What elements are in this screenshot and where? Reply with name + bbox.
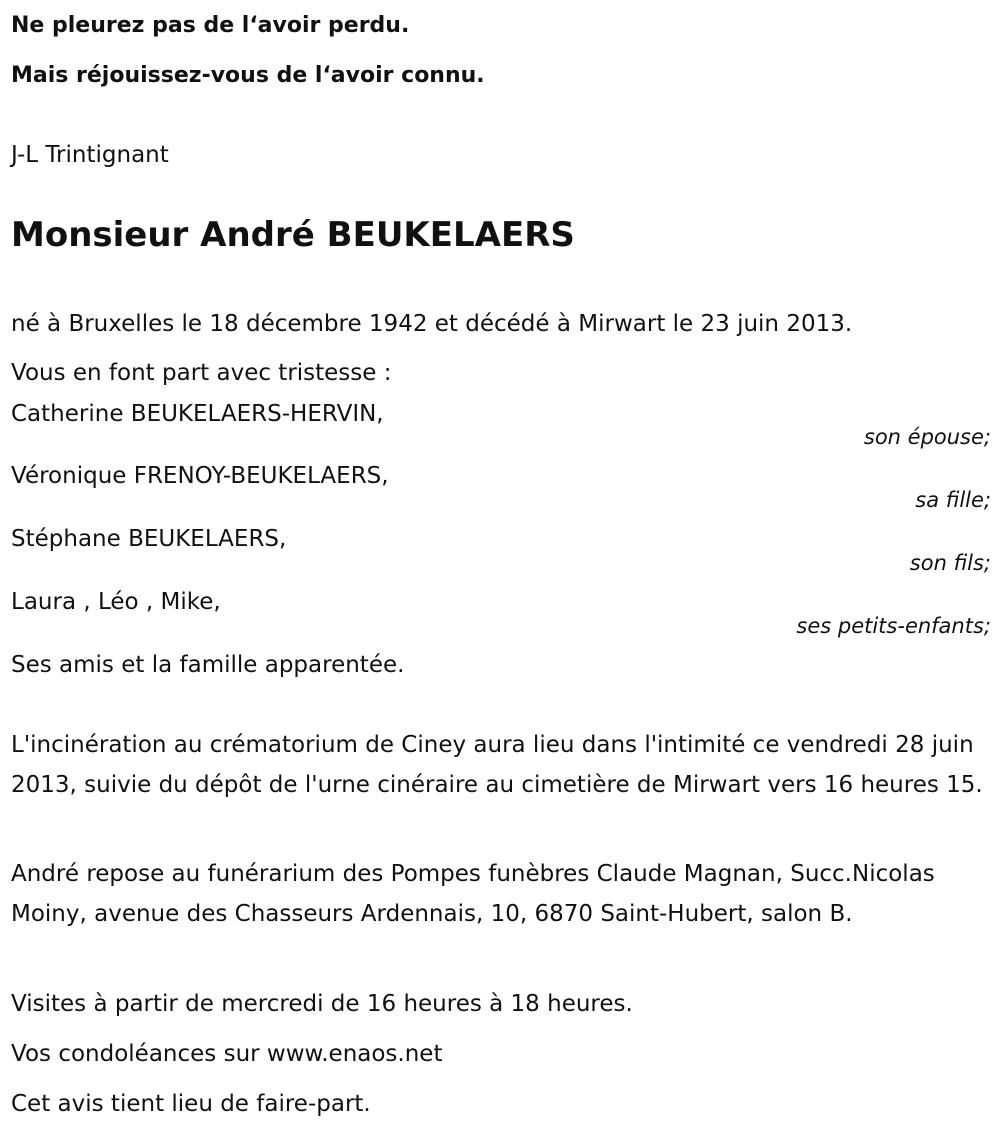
family-member-role: son fils; bbox=[909, 551, 991, 575]
epigraph-line-2: Mais réjouissez-vous de l‘avoir connu. bbox=[11, 63, 485, 88]
family-member-role: ses petits-enfants; bbox=[796, 614, 991, 638]
visits-line: Visites à partir de mercredi de 16 heures à 18 heures. bbox=[11, 991, 633, 1017]
deceased-name: Monsieur André BEUKELAERS bbox=[11, 215, 575, 255]
birth-death-line: né à Bruxelles le 18 décembre 1942 et décédé à Mirwart le 23 juin 2013. bbox=[11, 311, 853, 337]
epigraph-line-1: Ne pleurez pas de l‘avoir perdu. bbox=[11, 13, 410, 38]
family-member-role: son épouse; bbox=[863, 425, 991, 449]
condolences-line: Vos condoléances sur www.enaos.net bbox=[11, 1041, 443, 1067]
family-member-name: Véronique FRENOY-BEUKELAERS, bbox=[11, 463, 389, 489]
friends-line: Ses amis et la famille apparentée. bbox=[11, 652, 405, 678]
closing-line: Cet avis tient lieu de faire-part. bbox=[11, 1091, 371, 1117]
ceremony-paragraph: L'incinération au crématorium de Ciney aura lieu dans l'intimité ce vendredi 28 juin 2013, suivie du dépôt de l'urne cinéraire au cimetière de Mirwart vers 16 heures 15. bbox=[11, 732, 983, 798]
epigraph-author: J-L Trintignant bbox=[11, 142, 169, 168]
family-member-name: Laura , Léo , Mike, bbox=[11, 589, 221, 615]
intro-line: Vous en font part avec tristesse : bbox=[11, 360, 392, 386]
family-member-name: Stéphane BEUKELAERS, bbox=[11, 526, 287, 552]
family-member-role: sa fille; bbox=[915, 488, 991, 512]
family-member-name: Catherine BEUKELAERS-HERVIN, bbox=[11, 401, 384, 427]
funeral-home-paragraph: André repose au funérarium des Pompes funèbres Claude Magnan, Succ.Nicolas Moiny, avenue des Chasseurs Ardennais, 10, 6870 Saint-Hubert, salon B. bbox=[11, 861, 935, 927]
